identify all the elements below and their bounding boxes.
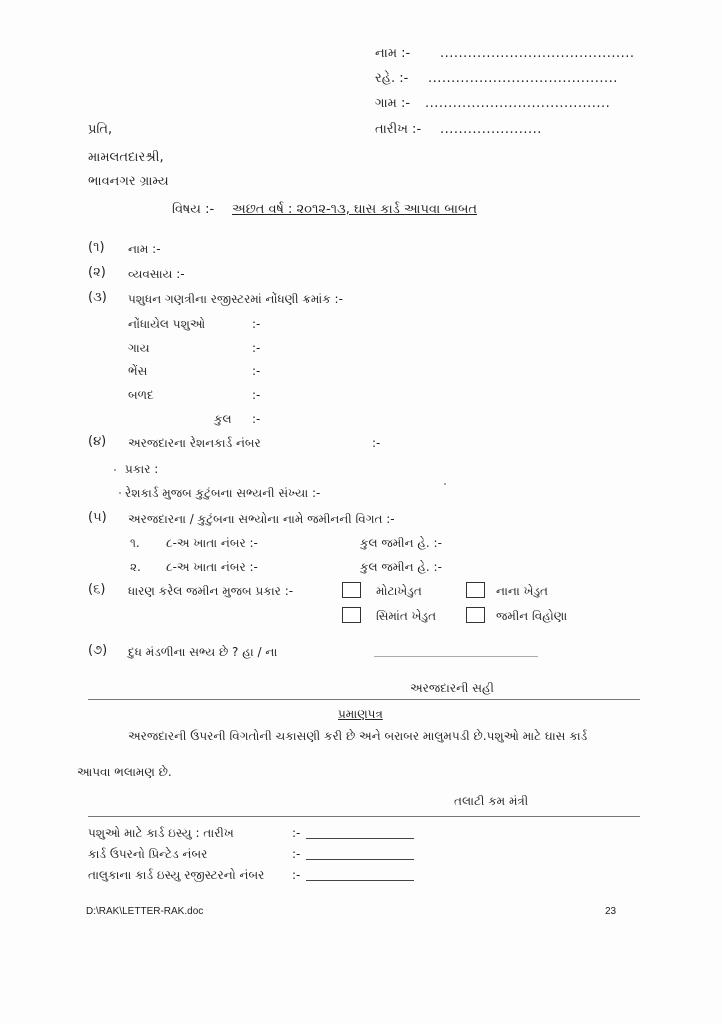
item3-number: (૩) (88, 290, 107, 305)
item1-label: નામ :- (128, 242, 161, 256)
card-issue-date-line[interactable] (306, 838, 414, 839)
livestock-registered-label: નોંધાયેલ પશુઓ (128, 317, 206, 331)
land-row2-account-label: ૮-અ ખાતા નંબર :- (166, 560, 258, 574)
certificate-line2: આપવા ભલામણ છે. (77, 765, 172, 779)
land-row1-number: ૧. (130, 536, 140, 550)
talati-signatory-label: તલાટી કમ મંત્રી (454, 794, 529, 808)
livestock-buffalo-label: ભેંસ (128, 364, 148, 378)
printed-card-number-line[interactable] (306, 859, 414, 860)
land-row1-area-label: કુલ જમીન હે. :- (360, 536, 442, 550)
scan-speck (444, 483, 446, 485)
taluka-register-number-line[interactable] (306, 880, 414, 881)
item4-sep: :- (372, 436, 381, 450)
item2-number: (૨) (88, 265, 106, 280)
landless-checkbox[interactable] (466, 607, 485, 623)
printed-card-number-sep: :- (292, 847, 301, 861)
marginal-farmer-label: સિમાંત ખેડુત (376, 609, 437, 623)
recipient-office: મામલતદારશ્રી, (88, 150, 164, 165)
item1-number: (૧) (88, 240, 105, 255)
sender-village-label: ગામ :- (375, 96, 411, 111)
taluka-register-number-label: તાલુકાના કાર્ડ ઇસ્યુ રજીસ્ટરનો નંબર (88, 868, 265, 882)
item7-number: (૭) (88, 643, 108, 658)
livestock-total-sep: :- (252, 412, 261, 426)
livestock-bullock-sep: :- (252, 388, 261, 402)
dairy-answer-line[interactable] (374, 656, 538, 657)
footer-file-path: D:\RAK\LETTER-RAK.doc (86, 906, 204, 917)
livestock-registered-sep: :- (252, 317, 261, 331)
sender-name-label: નામ :- (375, 46, 411, 61)
section-divider (88, 816, 640, 817)
subject-text: અછત વર્ષ : ૨૦૧૨-૧૩, ઘાસ કાર્ડ આપવા બાબત (232, 202, 478, 217)
subject-label: વિષય :- (172, 202, 215, 217)
small-farmer-label: નાના ખેડુત (496, 584, 548, 598)
scan-speck (114, 469, 116, 471)
recipient-to: પ્રતિ, (88, 122, 113, 137)
scan-speck (119, 492, 121, 494)
landless-label: જમીન વિહોણા (496, 609, 568, 623)
sender-residence-label: રહે. :- (375, 71, 409, 86)
large-farmer-label: મોટાખેડુત (376, 584, 422, 598)
sender-village-blank: ........................................ (425, 96, 611, 111)
livestock-bullock-label: બળદ (128, 388, 154, 402)
ration-card-type-label: પ્રકાર : (125, 462, 159, 476)
certificate-line1: અરજદારની ઉપરની વિગતોની ચકાસણી કરી છે અને બરાબર માલુમપડી છે.પશુઓ માટે ઘાસ કાર્ડ (128, 729, 588, 743)
land-row1-account-label: ૮-અ ખાતા નંબર :- (166, 536, 258, 550)
item5-label: અરજદારના / કુટુંબના સભ્યોના નામે જમીનની વિગત :- (128, 512, 395, 526)
card-issue-date-sep: :- (292, 826, 301, 840)
card-issue-date-label: પશુઓ માટે કાર્ડ ઇસ્યુ : તારીખ (88, 826, 234, 840)
marginal-farmer-checkbox[interactable] (342, 607, 361, 623)
small-farmer-checkbox[interactable] (466, 582, 485, 598)
item7-label: દુધ મંડળીના સભ્ય છે ? હા / ના (128, 645, 278, 659)
printed-card-number-label: કાર્ડ ઉપરનો પ્રિન્ટેડ નંબર (88, 847, 208, 861)
item4-number: (૪) (88, 434, 107, 449)
applicant-signature-label: અરજદારની સહી (410, 681, 494, 695)
land-row2-number: ૨. (130, 560, 141, 574)
large-farmer-checkbox[interactable] (342, 582, 361, 598)
item6-label: ધારણ કરેલ જમીન મુજબ પ્રકાર :- (128, 584, 294, 598)
footer-page-number: 23 (605, 906, 617, 917)
sender-date-blank: ...................... (440, 122, 542, 137)
item6-number: (૬) (88, 582, 106, 597)
item4-label: અરજદારના રેશનકાર્ડ નંબર (128, 436, 261, 450)
land-row2-area-label: કુલ જમીન હે. :- (360, 560, 442, 574)
family-members-label: રેશકાર્ડ મુજબ કુટુંબના સભ્યની સંખ્યા :- (125, 486, 321, 500)
taluka-register-number-sep: :- (292, 868, 301, 882)
item3-label: પશુધન ગણત્રીના રજીસ્ટરમાં નોંધણી ક્રમાંક :- (128, 292, 343, 306)
certificate-title: પ્રમાણપત્ર (338, 707, 383, 721)
livestock-buffalo-sep: :- (252, 364, 261, 378)
section-divider (88, 699, 640, 700)
sender-date-label: તારીખ :- (375, 122, 422, 137)
livestock-cow-sep: :- (252, 341, 261, 355)
item5-number: (૫) (88, 510, 107, 525)
livestock-cow-label: ગાય (128, 341, 150, 355)
item2-label: વ્યવસાય :- (128, 267, 185, 281)
sender-name-blank: .......................................... (440, 46, 635, 61)
livestock-total-label: કુલ (214, 412, 232, 426)
recipient-place: ભાવનગર ગ્રામ્ય (88, 174, 169, 189)
sender-residence-blank: ......................................... (428, 71, 618, 86)
